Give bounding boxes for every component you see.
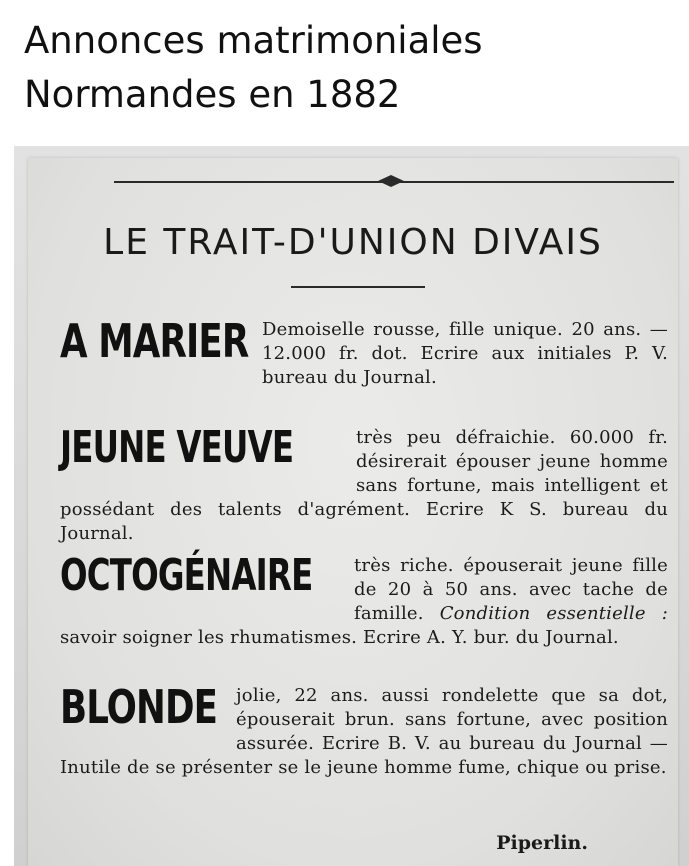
ad-heading: OCTOGÉNAIRE: [60, 550, 313, 601]
ad-heading: JEUNE VEUVE: [60, 422, 294, 473]
ad-octogenaire: [60, 550, 668, 650]
ad-heading: BLONDE: [60, 680, 218, 734]
ad-text: Demoiselle rousse, fille unique. 20 ans. — 12.000 fr. dot. Ecrire aux initiales P. V. bureau du Journal.: [262, 319, 668, 388]
ad-text-italic: Condition essentielle :: [439, 603, 668, 624]
newspaper-photo: [14, 146, 689, 866]
ad-text-part: savoir soigner les rhumatismes. Ecrire A. Y. bur. du Journal.: [60, 627, 619, 648]
caption-line-2: Normandes en 1882: [24, 73, 401, 116]
divider: [291, 286, 425, 288]
rule-ornament-icon: [378, 174, 404, 188]
ad-text: très peu défraichie. 60.000 fr. désirerait épouser jeune homme sans fortune, mais intelligent et possédant des talents d'agrément. Ecrire K S. bureau du Journal.: [60, 427, 668, 544]
signature: Piperlin.: [496, 832, 588, 854]
ad-text: jolie, 22 ans. aussi rondelette que sa dot, épouserait brun. sans fortune, avec position assurée. Ecrire B. V. au bureau du Journal —Inutile de se présenter se le jeune homme fume, chique ou prise.: [60, 685, 668, 778]
ad-a-marier: [60, 314, 668, 390]
caption-line-1: Annonces matrimoniales: [24, 19, 483, 62]
ad-jeune-veuve: [60, 422, 668, 546]
ad-blonde: [60, 680, 668, 780]
post-caption: [24, 14, 483, 122]
ad-heading: A MARIER: [60, 314, 249, 368]
masthead-title: LE TRAIT-D'UNION DIVAIS: [103, 222, 603, 263]
newspaper-clipping: [28, 158, 678, 866]
ad-text-part: très riche. épouserait jeune fille de 20 à 50 ans. avec tache de famille.: [354, 555, 668, 624]
